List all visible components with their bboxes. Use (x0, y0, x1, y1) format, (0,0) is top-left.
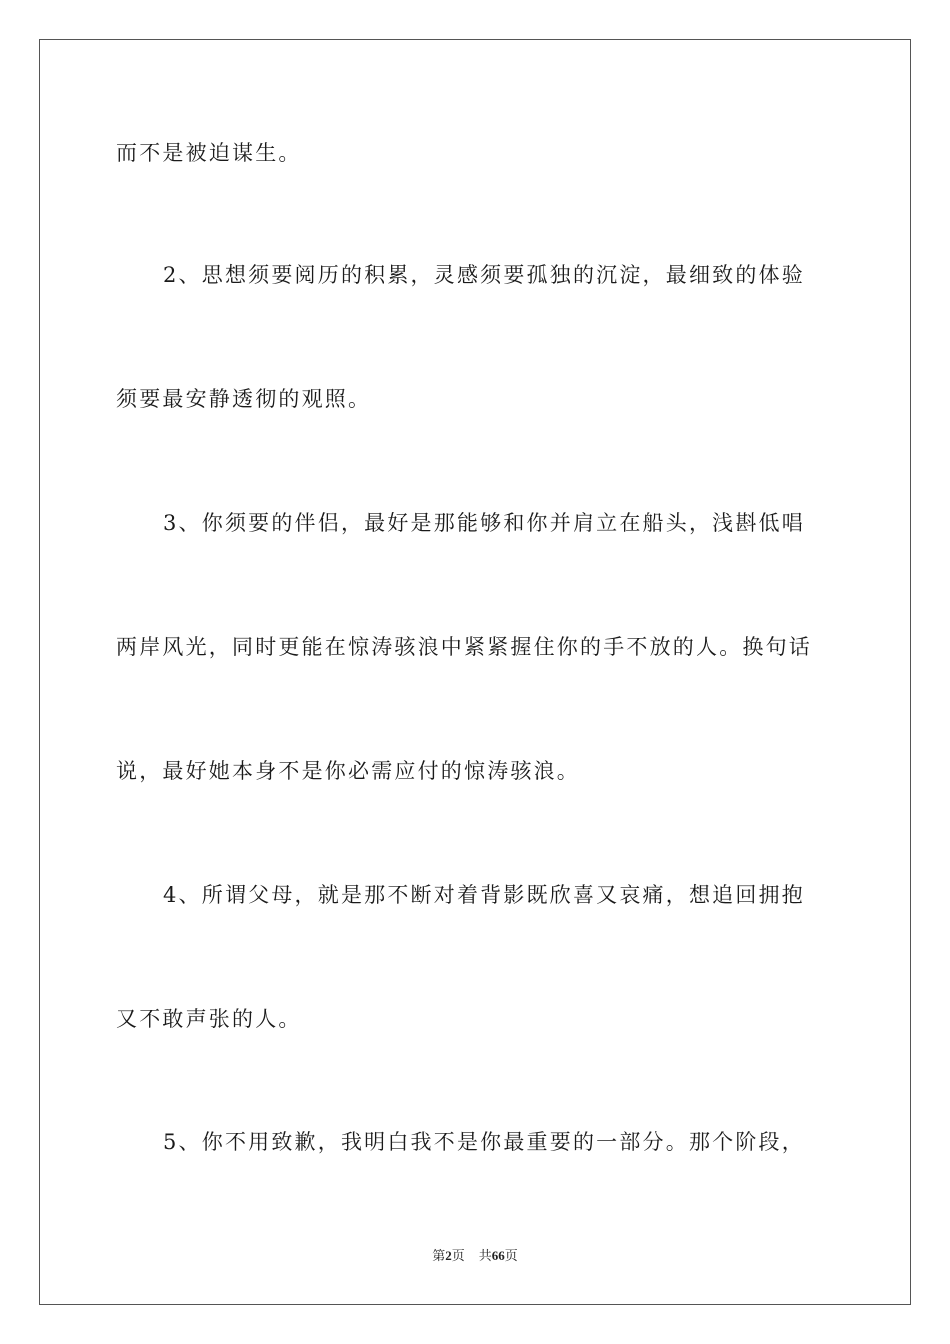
total-label-prefix: 共 (478, 1249, 492, 1264)
page-number: 2 (445, 1248, 452, 1263)
text-line: 两岸风光，同时更能在惊涛骇浪中紧紧握住你的手不放的人。换句话 (116, 635, 812, 659)
page-frame (39, 39, 911, 1305)
total-pages: 66 (491, 1248, 505, 1263)
text-line: 2、思想须要阅历的积累，灵感须要孤独的沉淀，最细致的体验 (163, 263, 805, 287)
page-label-suffix: 页 (451, 1249, 465, 1264)
total-label-suffix: 页 (504, 1249, 518, 1264)
text-line: 说，最好她本身不是你必需应付的惊涛骇浪。 (116, 759, 580, 783)
text-line: 4、所谓父母，就是那不断对着背影既欣喜又哀痛，想追回拥抱 (163, 883, 805, 907)
text-line: 5、你不用致歉，我明白我不是你最重要的一部分。那个阶段， (163, 1130, 805, 1154)
text-line: 又不敢声张的人。 (116, 1007, 302, 1031)
page-label-prefix: 第 (432, 1249, 446, 1264)
page-footer (0, 1247, 950, 1266)
text-line: 而不是被迫谋生。 (116, 141, 302, 165)
text-line: 3、你须要的伴侣，最好是那能够和你并肩立在船头，浅斟低唱 (163, 511, 805, 535)
text-line: 须要最安静透彻的观照。 (116, 387, 372, 411)
